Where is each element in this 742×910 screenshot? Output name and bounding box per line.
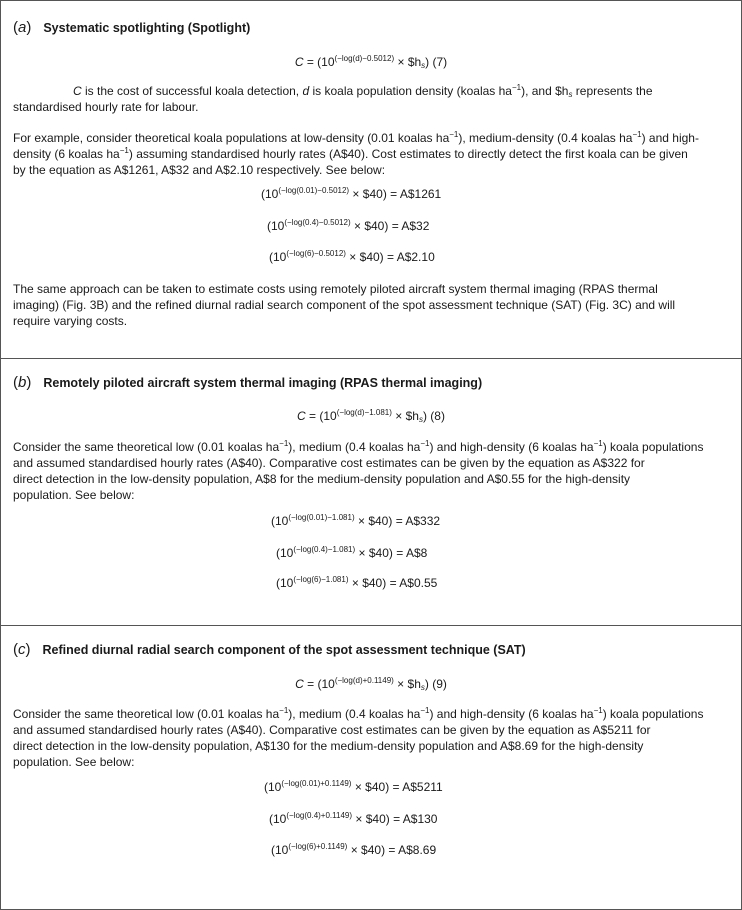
equation-7: $C = (10^{(-log(d)-0.5012)}$ × $\$h_s$) (7) [294,54,448,70]
section-c-label: (c) [13,641,31,658]
example-b-2: ($10^{(-log(0.4)-1.081)}$ × $40) = A$8 [276,545,428,560]
example-a-2: ($10^{(-log(0.4)-0.5012)}$ × $40) = A$32 [267,218,430,233]
where-paragraph-line2: standardised hourly rate for labour. [13,100,199,114]
section-c-title: Refined diurnal radial search component of the spot assessment technique (SAT) [42,643,526,657]
example-a-1: ($10^{(-log(0.01)-0.5012)}$ × $40) = A$1261 [261,186,442,201]
equation-8: $C = (10^{(-log(d)-1.081)}$ × $\$h_s$) (8) [297,408,445,424]
equation-9: $C = (10^{(-log(d)+0.1149)}$ × $\$h_s$) (9) [295,676,447,692]
section-c-paragraph: Consider the same theoretical low (0.01 koalas $ha^{-1}$), medium (0.4 koalas $ha^{-1}$) and high-density (6 koalas $ha^{-1}$) koala populations and assumed standardised hourly rates (A$40). Comparative cost estimates can be given by the equation as A$5211 for direct detection in the low-density population, A$130 for the medium-density population and A$8.69 for the high-density population. See below: [13,706,704,769]
example-b-3: ($10^{(-log(6)-1.081)}$ × $40) = A$0.55 [276,575,438,590]
section-b-label: (b) [13,374,32,391]
example-c-1: ($10^{(-log(0.01)+0.1149)}$ × $40) = A$5211 [264,779,443,794]
section-a-label: (a) [13,19,32,36]
section-b-paragraph: Consider the same theoretical low (0.01 koalas $ha^{-1}$), medium (0.4 koalas $ha^{-1}$) and high-density (6 koalas $ha^{-1}$) koala populations and assumed standardised hourly rates (A$40). Comparative cost estimates can be given by the equation as A$322 for direct detection in the low-density population, A$8 for the medium-density population and A$0.55 for the high-density population. See below: [13,439,704,502]
example-c-2: ($10^{(-log(0.4)+0.1149)}$ × $40) = A$130 [269,811,438,826]
section-b-title: Remotely piloted aircraft system thermal imaging (RPAS thermal imaging) [43,376,483,390]
section-c [1,626,741,909]
where-paragraph: C is the cost of successful koala detection, d is koala population density (koalas $ha^{-1}$), and $\$h_s$ represents the [73,83,653,99]
example-c-3: ($10^{(-log(6)+0.1149)}$ × $40) = A$8.69 [271,842,437,857]
example-a-3: ($10^{(-log(6)-0.5012)}$ × $40) = A$2.10 [269,249,435,264]
section-a-title: Systematic spotlighting (Spotlight) [43,21,251,35]
section-c-header [13,641,526,658]
section-a-header [13,19,250,36]
section-b [1,359,741,626]
example-b-1: ($10^{(-log(0.01)-1.081)}$ × $40) = A$332 [271,513,441,528]
section-a [1,1,741,359]
section-a-closing: The same approach can be taken to estimate costs using remotely piloted aircraft system thermal imaging (RPAS thermal imaging) (Fig. 3B) and the refined diurnal radial search component of the spot assessment technique (SAT) (Fig. 3C) and will require varying costs. [13,282,676,328]
section-a-paragraph: For example, consider theoretical koala populations at low-density (0.01 koalas $ha^{-1}$), medium-density (0.4 koalas $ha^{-1}$) and high- density (6 koalas $ha^{-1}$) assuming standardised hourly rates (A$40). Cost estimates to directly detect the first koala can be given by the equation as A$1261, A$32 and A$2.10 respectively. See below: [13,130,699,177]
section-b-header [13,374,482,391]
